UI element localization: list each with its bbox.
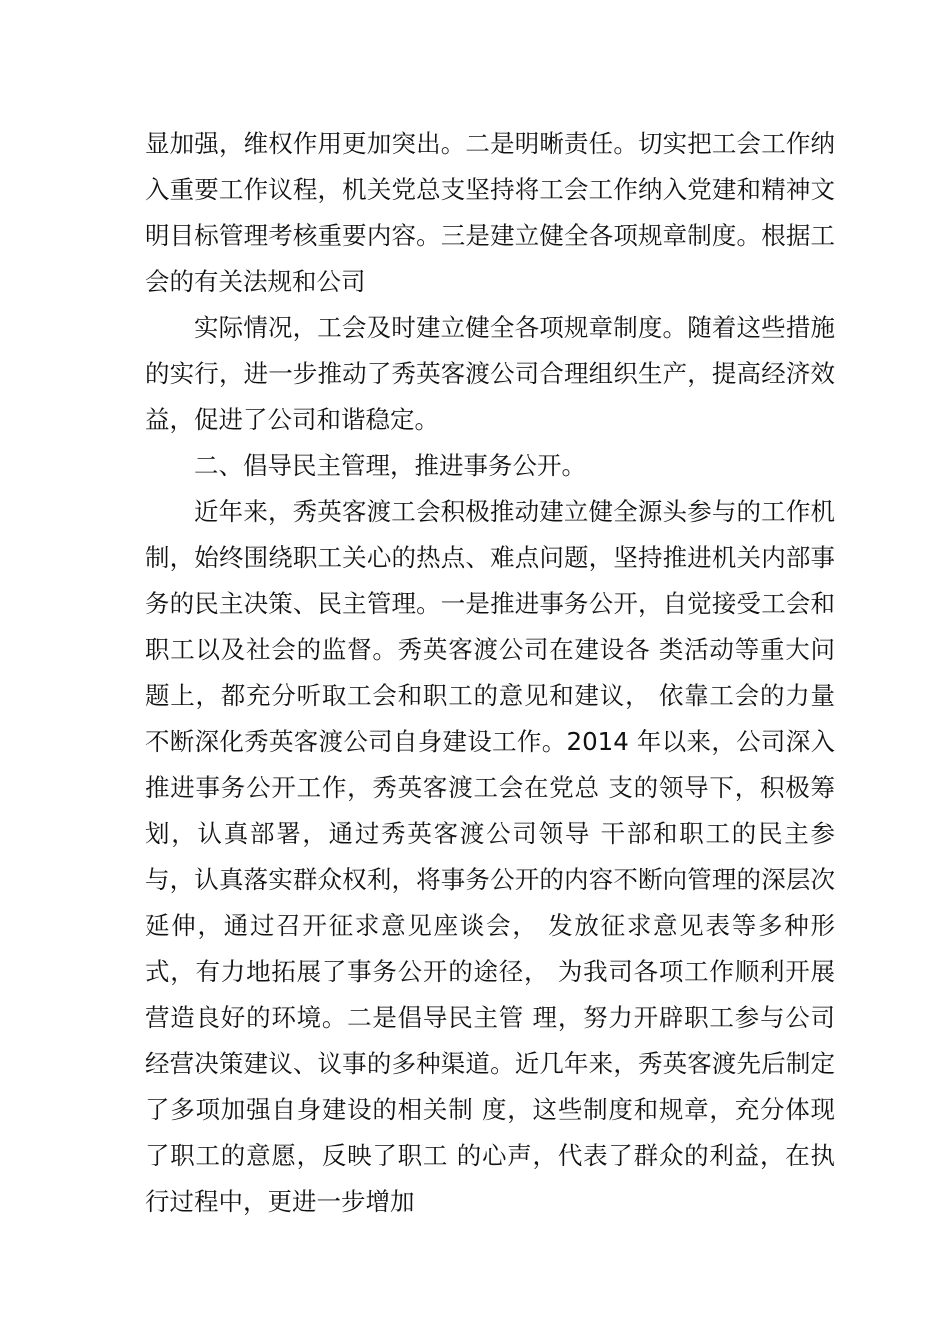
paragraph-actual-situation: 实际情况，工会及时建立健全各项规章制度。随着这些措施的实行，进一步推动了秀英客渡公司合理组织生产，提高经济效益，促进了公司和谐稳定。 <box>145 313 835 434</box>
paragraph-recent-years: 近年来，秀英客渡工会积极推动建立健全源头参与的工作机制，始终围绕职工关心的热点、难点问题，坚持推进机关内部事务的民主决策、民主管理。一是推进事务公开，自觉接受工会和职工以及社会的监督。秀英客渡公司在建设各 类活动等重大问题上，都充分听取工会和职工的意见和建议， 依靠工会的力量不断深化秀英客渡公司自身建设工作。2014 年以来，公司深入推进事务公开工作，秀英客渡工会在党总 支的领导下，积极筹划，认真部署，通过秀英客渡公司领导 干部和职工的民主参与，认真落实群众权利，将事务公开的内容不断向管理的深层次延伸，通过召开征求意见座谈会， 发放征求意见表等多种形式，有力地拓展了事务公开的途径， 为我司各项工作顺利开展营造良好的环境。二是倡导民主管 理，努力开辟职工参与公司经营决策建议、议事的多种渠道。近几年来，秀英客渡先后制定了多项加强自身建设的相关制 度，这些制度和规章，充分体现了职工的意愿，反映了职工 的心声，代表了群众的利益，在执行过程中，更进一步增加 <box>145 497 835 1216</box>
section-heading-democratic-management: 二、倡导民主管理，推进事务公开。 <box>194 451 586 480</box>
document-body <box>145 121 835 1225</box>
paragraph-continuation: 显加强，维权作用更加突出。二是明晰责任。切实把工会工作纳入重要工作议程，机关党总支坚持将工会工作纳入党建和精神文明目标管理考核重要内容。三是建立健全各项规章制度。根据工会的有关法规和公司 <box>145 129 835 296</box>
